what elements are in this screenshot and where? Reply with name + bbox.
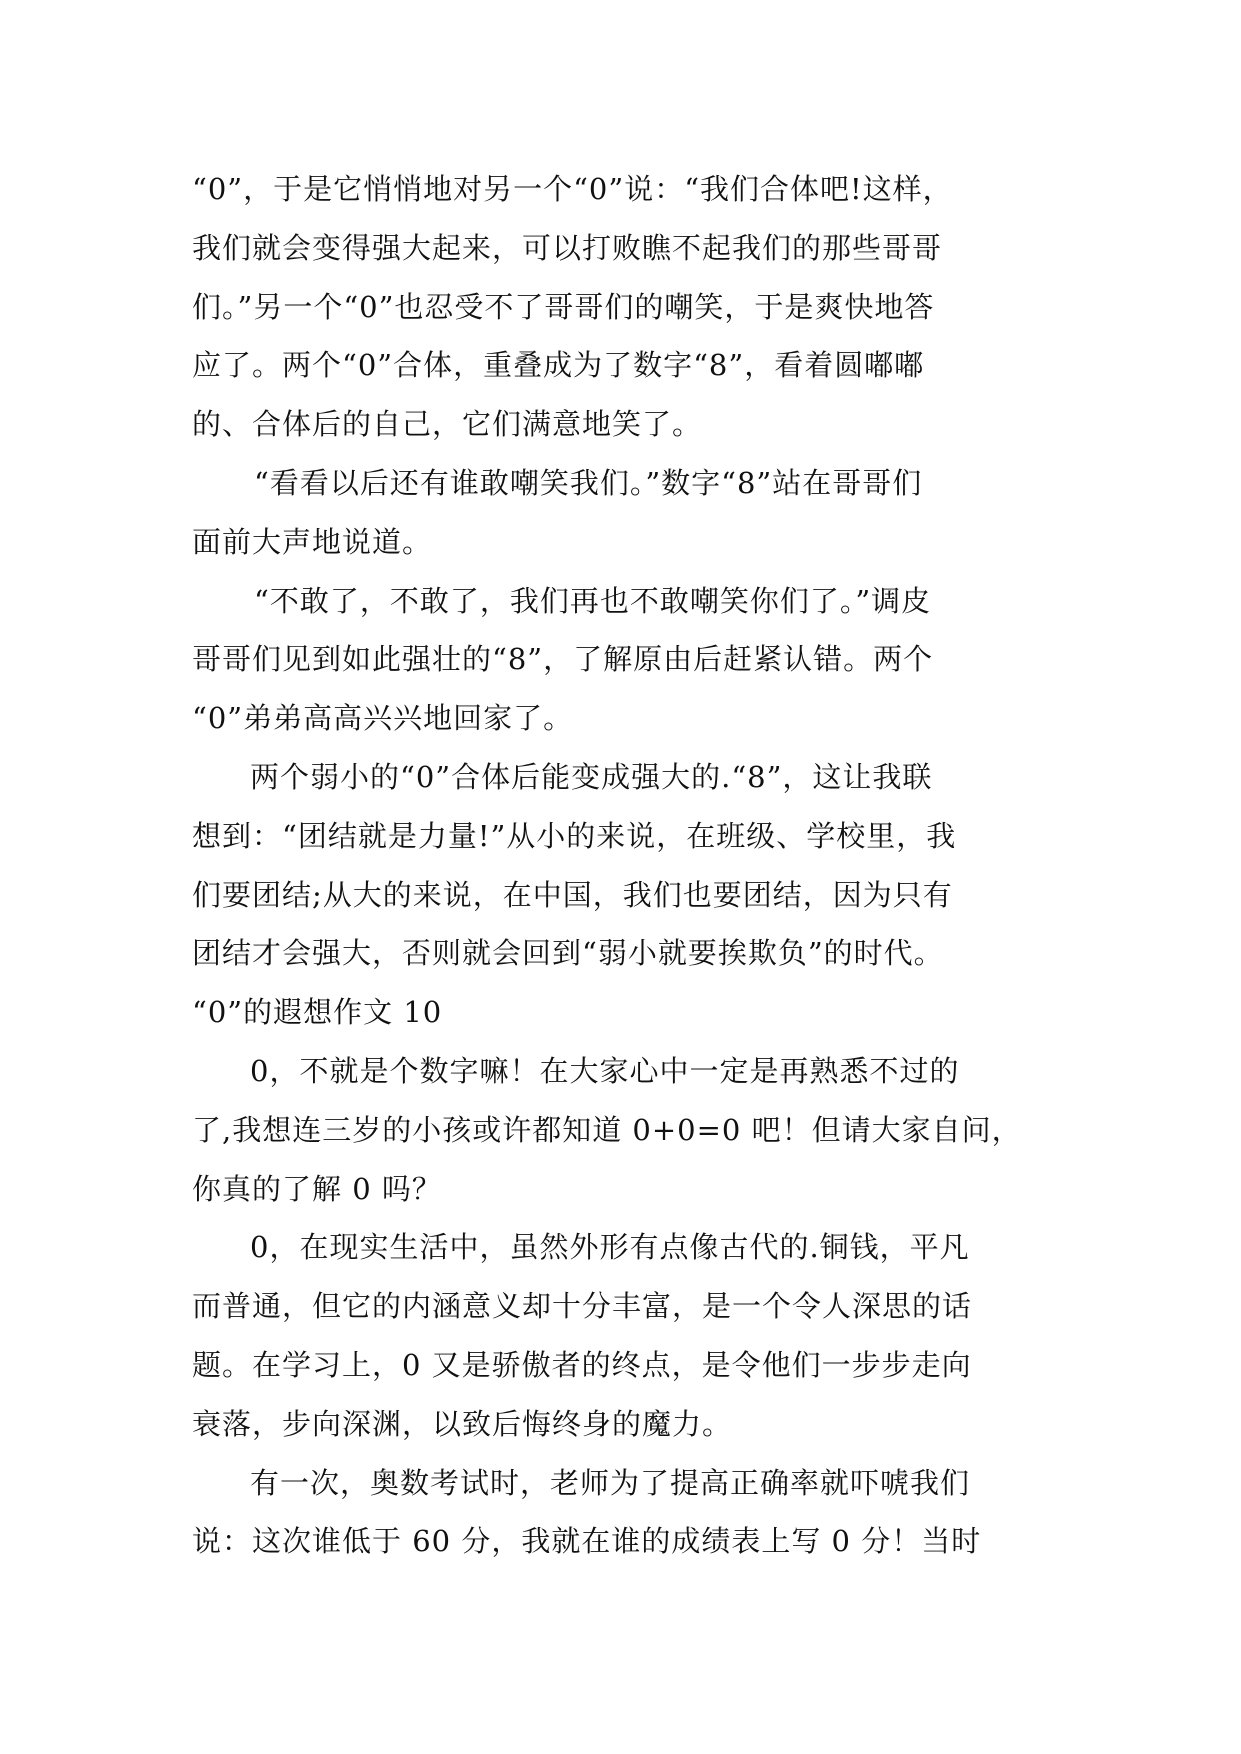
text-line: 说：这次谁低于 60 分，我就在谁的成绩表上写 0 分！当时 — [192, 1524, 982, 1559]
text-line: “0”弟弟高高兴兴地回家了。 — [192, 701, 574, 736]
text-line: 面前大声地说道。 — [192, 524, 433, 559]
text-line: 团结才会强大，否则就会回到“弱小就要挨欺负”的时代。 — [192, 936, 944, 971]
text-line: 们要团结;从大的来说，在中国，我们也要团结，因为只有 — [192, 877, 953, 912]
paragraph-start-line: 有一次，奥数考试时，老师为了提高正确率就吓唬我们 — [250, 1465, 971, 1500]
text-line: 而普通，但它的内涵意义却十分丰富，是一个令人深思的话 — [192, 1289, 973, 1324]
text-line: 的、合体后的自己，它们满意地笑了。 — [192, 407, 703, 442]
section-title: “0”的遐想作文 10 — [192, 995, 443, 1030]
text-line: 应了。两个“0”合体，重叠成为了数字“8”，看着圆嘟嘟 — [192, 348, 925, 383]
text-line: “0”，于是它悄悄地对另一个“0”说：“我们合体吧!这样， — [192, 172, 953, 206]
paragraph-start-line: “看看以后还有谁敢嘲笑我们。”数字“8”站在哥哥们 — [254, 465, 923, 500]
document-page — [192, 160, 1072, 1571]
paragraph-start-line: 0，在现实生活中，虽然外形有点像古代的.铜钱，平凡 — [250, 1230, 970, 1265]
paragraph-start-line: 两个弱小的“0”合体后能变成强大的.“8”，这让我联 — [250, 759, 933, 794]
text-line: 我们就会变得强大起来，可以打败瞧不起我们的那些哥哥 — [192, 230, 943, 265]
text-line: 们。”另一个“0”也忍受不了哥哥们的嘲笑，于是爽快地答 — [192, 289, 935, 324]
text-line: 哥哥们见到如此强壮的“8”，了解原由后赶紧认错。两个 — [192, 642, 934, 677]
paragraph-start-line: 0，不就是个数字嘛！在大家心中一定是再熟悉不过的 — [250, 1053, 960, 1088]
text-line: 衰落，步向深渊，以致后悔终身的魔力。 — [192, 1406, 733, 1441]
paragraph-start-line: “不敢了，不敢了，我们再也不敢嘲笑你们了。”调皮 — [254, 583, 932, 618]
text-line: 题。在学习上，0 又是骄傲者的终点，是令他们一步步走向 — [192, 1347, 972, 1382]
text-line: 想到：“团结就是力量!”从小的来说，在班级、学校里，我 — [192, 818, 957, 853]
text-line: 了,我想连三岁的小孩或许都知道 0+0=0 吧！但请大家自问， — [192, 1112, 1022, 1147]
text-line: 你真的了解 0 吗？ — [192, 1171, 442, 1206]
